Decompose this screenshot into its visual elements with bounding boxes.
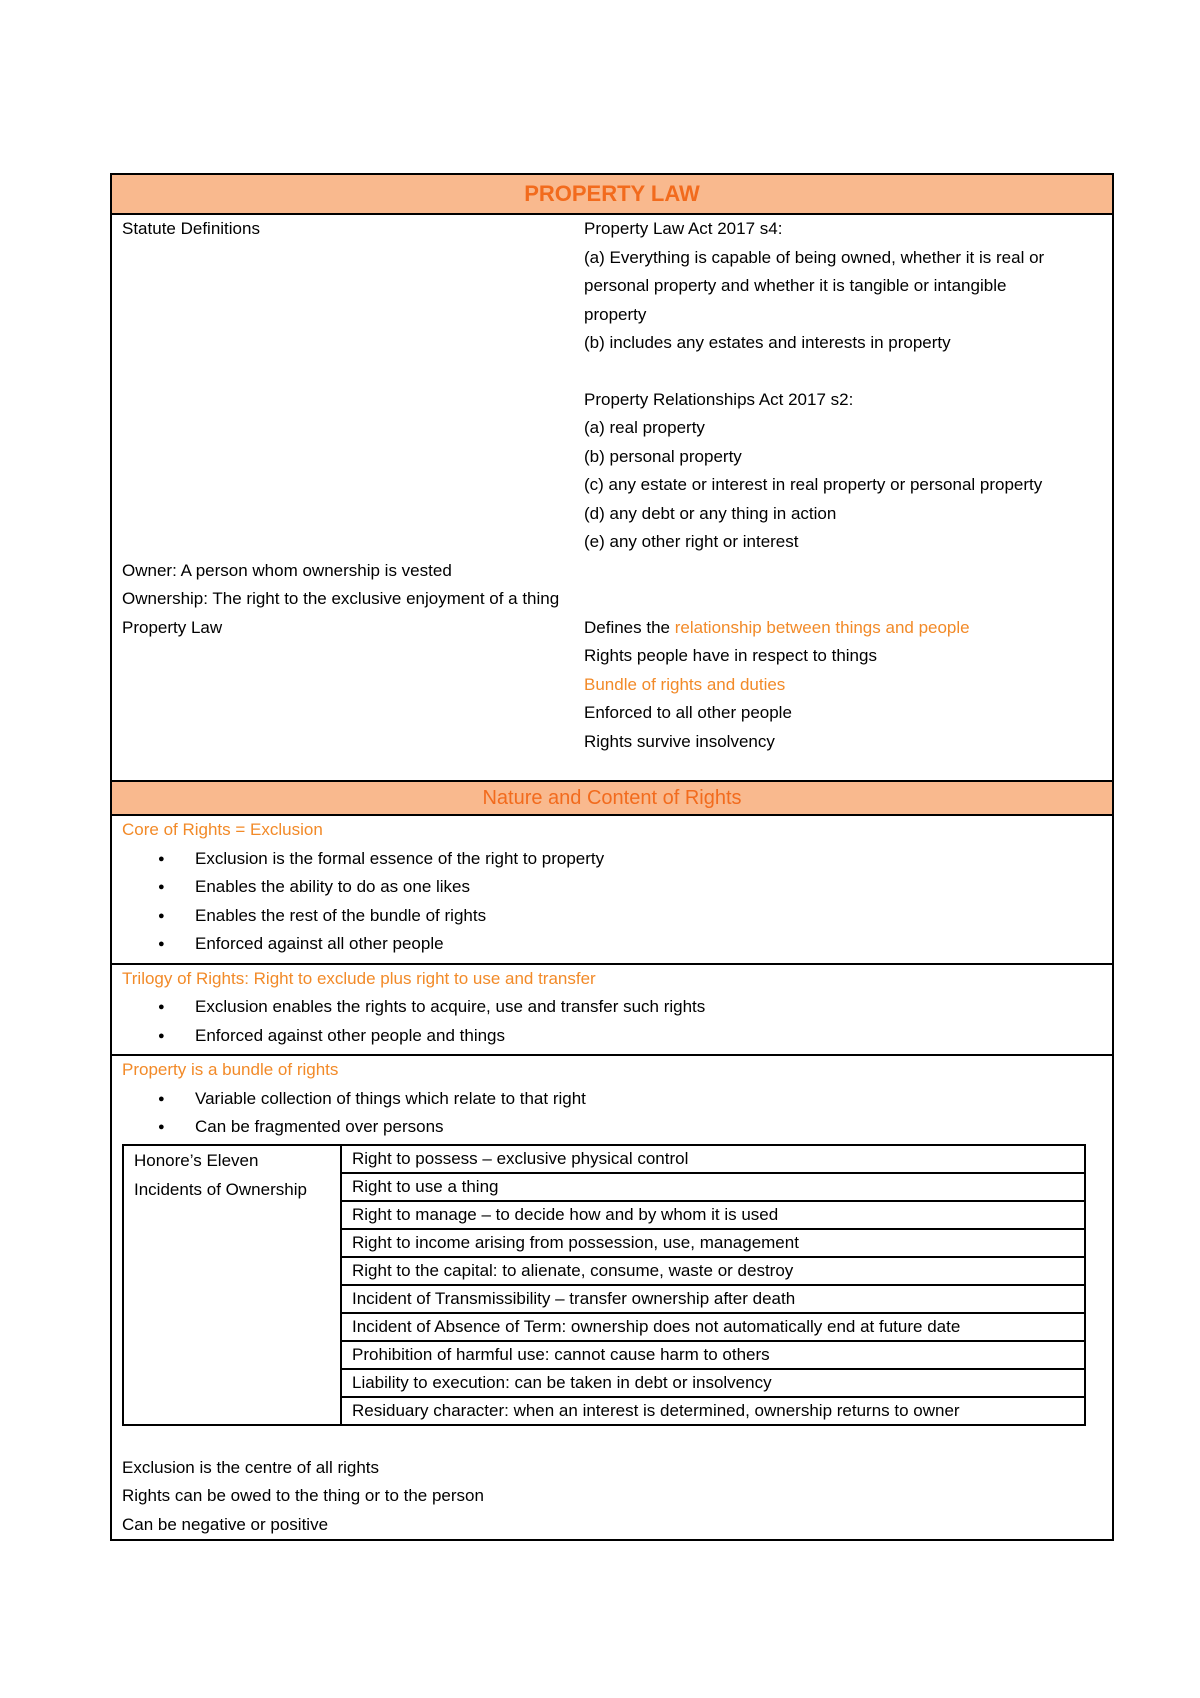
section-heading-nature: Nature and Content of Rights (112, 780, 1112, 816)
property-law-line-4: Enforced to all other people (584, 703, 792, 722)
incident-cell: Right to possess – exclusive physical control (341, 1145, 1085, 1173)
honore-incidents-table (122, 1144, 1086, 1426)
statute-line: Property Relationships Act 2017 s2: (584, 389, 854, 409)
statute-definitions (584, 215, 1112, 557)
incident-cell: Right to manage – to decide how and by whom it is used (341, 1201, 1085, 1229)
closing-line: Rights can be owed to the thing or to the person (122, 1486, 484, 1505)
list-item: ● Exclusion enables the rights to acquire, use and transfer such rights (122, 993, 1102, 1022)
highlight-text: relationship between things and people (674, 617, 970, 637)
notes-table (110, 173, 1114, 1541)
statute-line: Property Law Act 2017 s4: (584, 219, 783, 238)
trilogy-section (112, 963, 1112, 1055)
statute-label: Statute Definitions (122, 219, 260, 238)
statute-section (112, 215, 1112, 780)
owner-definition: Owner: A person whom ownership is vested (122, 560, 452, 580)
bundle-section (112, 1054, 1112, 1539)
incident-cell: Prohibition of harmful use: cannot cause harm to others (341, 1341, 1085, 1369)
ownership-definition: Ownership: The right to the exclusive enjoyment of a thing (122, 589, 560, 608)
statute-line: (a) Everything is capable of being owned, whether it is real or (584, 247, 1045, 267)
trilogy-bullets (122, 993, 1102, 1050)
statute-line: (c) any estate or interest in real property or personal property (584, 475, 1043, 494)
list-item: ● Enables the rest of the bundle of rights (122, 902, 1102, 931)
bundle-bullets (122, 1085, 1102, 1142)
page-title: PROPERTY LAW (112, 175, 1112, 215)
property-law-line-1: Defines the relationship between things and people (584, 617, 970, 637)
spacer (122, 1426, 1102, 1454)
statute-line: property (584, 304, 647, 324)
statute-line: (b) includes any estates and interests in property (584, 333, 951, 352)
bundle-heading: Property is a bundle of rights (122, 1060, 339, 1079)
property-law-line-3: Bundle of rights and duties (584, 674, 786, 694)
statute-line: (d) any debt or any thing in action (584, 503, 837, 523)
incident-cell: Right to the capital: to alienate, consume, waste or destroy (341, 1257, 1085, 1285)
incident-cell: Incident of Absence of Term: ownership does not automatically end at future date (341, 1313, 1085, 1341)
list-item: ● Variable collection of things which relate to that right (122, 1085, 1102, 1114)
list-item: ● Enforced against other people and things (122, 1022, 1102, 1051)
statute-line: personal property and whether it is tangible or intangible (584, 276, 1007, 295)
property-law-line-2: Rights people have in respect to things (584, 646, 877, 665)
list-item: ● Enforced against all other people (122, 930, 1102, 959)
list-item: ● Can be fragmented over persons (122, 1113, 1102, 1142)
core-bullets (122, 845, 1102, 959)
incident-cell: Incident of Transmissibility – transfer ownership after death (341, 1285, 1085, 1313)
statute-line: (b) personal property (584, 446, 742, 466)
property-law-notes (110, 173, 1114, 1541)
core-heading: Core of Rights = Exclusion (122, 820, 323, 839)
statute-line: (e) any other right or interest (584, 532, 799, 551)
list-item: ● Enables the ability to do as one likes (122, 873, 1102, 902)
property-law-line-5: Rights survive insolvency (584, 731, 775, 751)
closing-line: Can be negative or positive (122, 1514, 329, 1534)
closing-line: Exclusion is the centre of all rights (122, 1457, 380, 1477)
honore-label: Incidents of Ownership (134, 1179, 307, 1199)
honore-label-cell (123, 1145, 341, 1425)
honore-label: Honore’s Eleven (134, 1150, 259, 1170)
incident-cell: Right to use a thing (341, 1173, 1085, 1201)
property-law-label: Property Law (122, 617, 223, 637)
incident-cell: Right to income arising from possession, use, management (341, 1229, 1085, 1257)
core-section (112, 816, 1112, 963)
incident-cell: Liability to execution: can be taken in debt or insolvency (341, 1369, 1085, 1397)
spacer (112, 756, 1112, 780)
trilogy-heading: Trilogy of Rights: Right to exclude plus right to use and transfer (122, 968, 596, 988)
property-law-points (584, 614, 1112, 757)
statute-line: (a) real property (584, 418, 705, 437)
list-item: ● Exclusion is the formal essence of the right to property (122, 845, 1102, 874)
spacer (584, 358, 1112, 386)
incident-cell: Residuary character: when an interest is determined, ownership returns to owner (341, 1397, 1085, 1425)
